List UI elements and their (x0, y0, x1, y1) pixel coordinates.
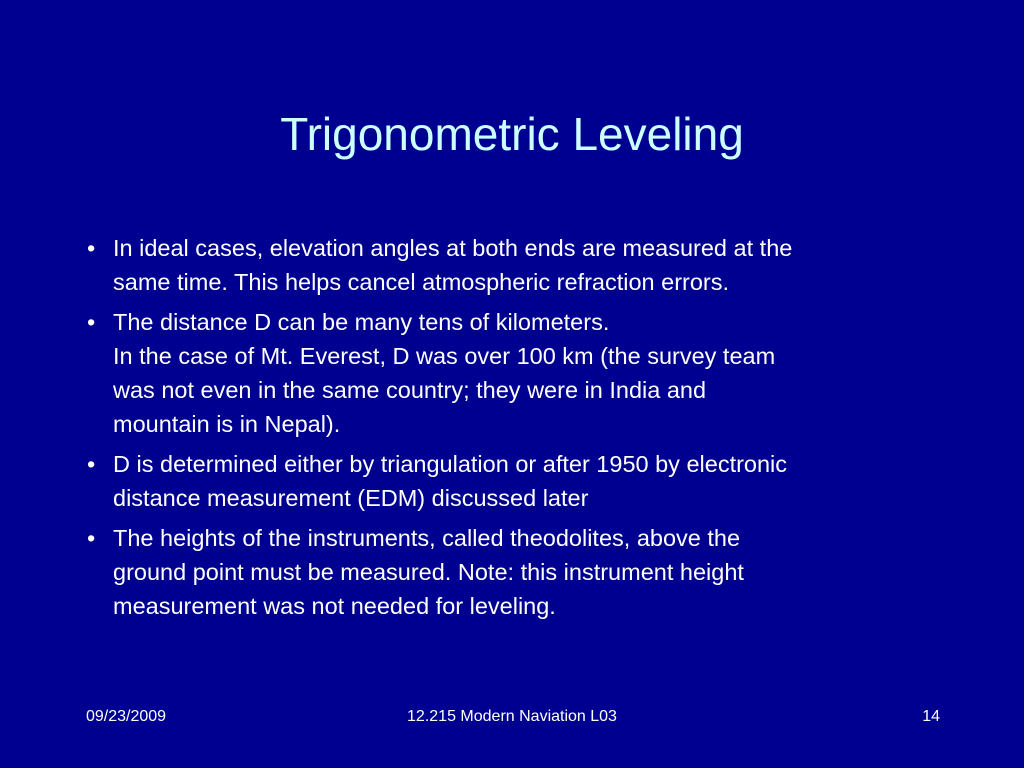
footer-date: 09/23/2009 (86, 708, 167, 725)
bullet-text-line: same time. This helps cancel atmospheric refraction errors. (113, 269, 730, 295)
bullet-item (85, 521, 945, 623)
bullet-text-line: was not even in the same country; they were in India and (113, 377, 707, 403)
bullet-marker: • (87, 235, 96, 261)
bullet-item (85, 305, 945, 441)
bullet-text-line: The heights of the instruments, called theodolites, above the (113, 525, 741, 551)
bullet-text-line: D is determined either by triangulation or after 1950 by electronic (113, 451, 788, 477)
bullet-list (85, 231, 945, 629)
bullet-text-line: measurement was not needed for leveling. (113, 593, 556, 619)
bullet-marker: • (87, 451, 96, 477)
slide-title: Trigonometric Leveling (280, 108, 744, 160)
bullet-text-line: ground point must be measured. Note: this instrument height (113, 559, 744, 585)
bullet-marker: • (87, 525, 96, 551)
bullet-text-line: In ideal cases, elevation angles at both ends are measured at the (113, 235, 793, 261)
bullet-item (85, 447, 945, 515)
bullet-text-line: mountain is in Nepal). (113, 411, 341, 437)
bullet-text-line: distance measurement (EDM) discussed later (113, 485, 589, 511)
bullet-text-line: In the case of Mt. Everest, D was over 100 km (the survey team (113, 343, 776, 369)
footer-course: 12.215 Modern Naviation L03 (407, 708, 617, 725)
bullet-marker: • (87, 309, 96, 335)
bullet-text-line: The distance D can be many tens of kilometers. (113, 309, 610, 335)
bullet-item (85, 231, 945, 299)
slide-number: 14 (922, 708, 940, 725)
